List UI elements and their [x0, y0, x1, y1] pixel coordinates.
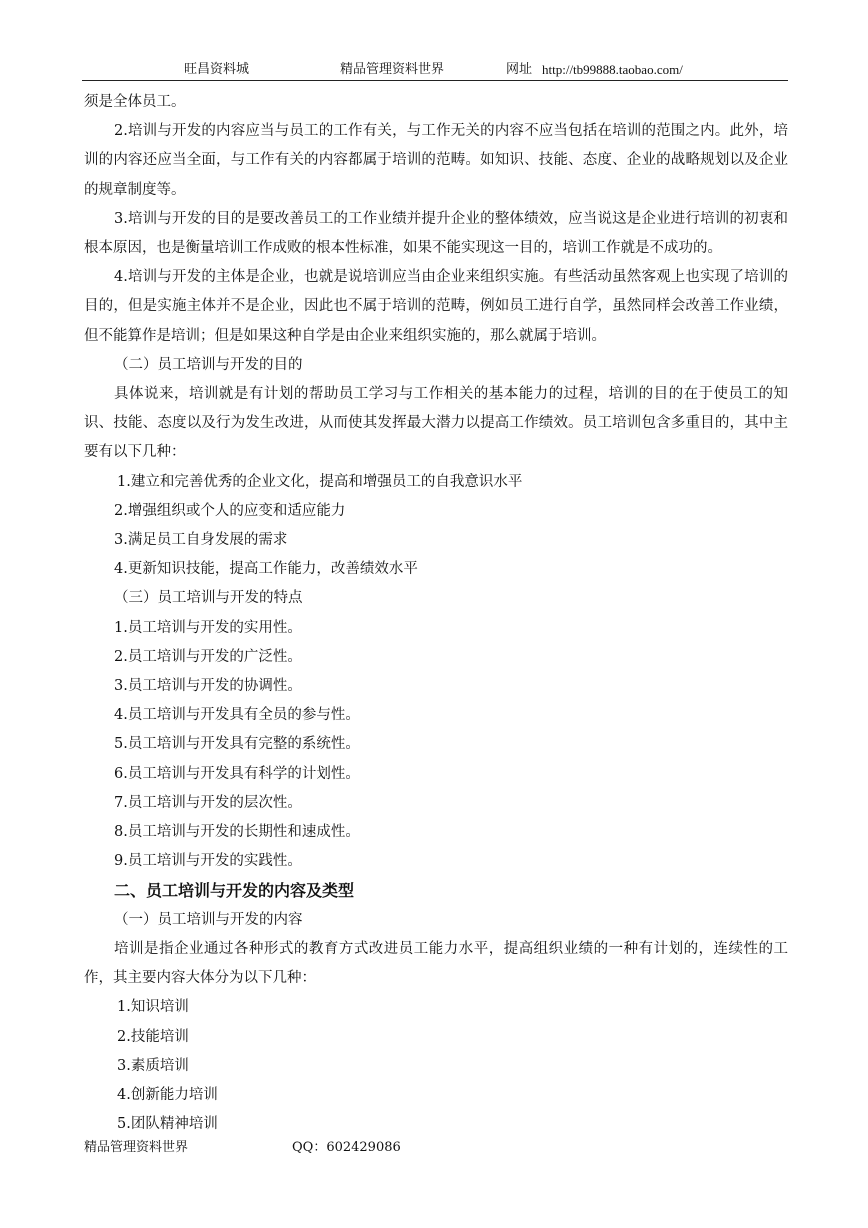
header-url-label: 网址	[506, 62, 533, 77]
list-item: 2.技能培训	[117, 1028, 189, 1045]
list-item: 6.员工培训与开发具有科学的计划性。	[114, 765, 360, 782]
list-item: 4.更新知识技能，提高工作能力，改善绩效水平	[114, 561, 418, 578]
list-item: 7.员工培训与开发的层次性。	[114, 794, 302, 811]
list-item: 3.员工培训与开发的协调性。	[114, 678, 302, 695]
section-title: （三）员工培训与开发的特点	[114, 590, 303, 607]
list-item: 3.素质培训	[117, 1057, 189, 1074]
list-item: 3.满足员工自身发展的需求	[114, 532, 288, 549]
header-shop-name: 旺昌资料城	[184, 62, 250, 77]
list-item: 2.增强组织或个人的应变和适应能力	[114, 502, 346, 519]
list-item: 5.员工培训与开发具有完整的系统性。	[114, 736, 360, 753]
paragraph: 4.培训与开发的主体是企业，也就是说培训应当由企业来组织实施。有些活动虽然客观上也实现了培训的目的，但是实施主体并不是企业，因此也不属于培训的范畴，例如员工进行自学，虽然同样会改善工作业绩，但不能算作是培训；但是如果这种自学是由企业来组织实施的，那么就属于培训。	[84, 269, 788, 344]
list-item: 2.员工培训与开发的广泛性。	[114, 648, 302, 665]
list-item: 4.员工培训与开发具有全员的参与性。	[114, 707, 360, 724]
paragraph: 须是全体员工。	[84, 94, 186, 110]
list-item: 4.创新能力培训	[117, 1086, 218, 1103]
list-item: 1.员工培训与开发的实用性。	[114, 619, 302, 636]
paragraph: 具体说来，培训就是有计划的帮助员工学习与工作相关的基本能力的过程，培训的目的在于使员工的知识、技能、态度以及行为发生改进，从而使其发挥最大潜力以提高工作绩效。员工培训包含多重目的，其中主要有以下几种：	[84, 386, 788, 461]
header-world-name: 精品管理资料世界	[340, 62, 445, 77]
paragraph: 3.培训与开发的目的是要改善员工的工作业绩并提升企业的整体绩效，应当说这是企业进行培训的初衷和根本原因，也是衡量培训工作成败的根本性标准，如果不能实现这一目的，培训工作就是不成功的。	[84, 210, 788, 257]
footer-world-name: 精品管理资料世界	[84, 1140, 189, 1155]
chapter-heading: 二、员工培训与开发的内容及类型	[114, 881, 355, 901]
paragraph: 培训是指企业通过各种形式的教育方式改进员工能力水平，提高组织业绩的一种有计划的，连续性的工作，其主要内容大体分为以下几种：	[84, 940, 788, 987]
list-item: 9.员工培训与开发的实践性。	[114, 853, 302, 870]
list-item: 5.团队精神培训	[117, 1116, 218, 1133]
list-item: 1.知识培训	[117, 999, 189, 1016]
section-title: （一）员工培训与开发的内容	[114, 911, 303, 928]
page-header	[82, 62, 788, 81]
paragraph: 2.培训与开发的内容应当与员工的工作有关，与工作无关的内容不应当包括在培训的范围之内。此外，培训的内容还应当全面，与工作有关的内容都属于培训的范畴。如知识、技能、态度、企业的战略规划以及企业的规章制度等。	[84, 123, 788, 198]
list-item: 8.员工培训与开发的长期性和速成性。	[114, 824, 360, 841]
footer-qq: QQ：602429086	[292, 1140, 401, 1155]
document-body	[84, 88, 788, 1139]
header-url[interactable]: http://tb99888.taobao.com/	[542, 62, 683, 77]
list-item: 1.建立和完善优秀的企业文化，提高和增强员工的自我意识水平	[117, 473, 523, 490]
section-title: （二）员工培训与开发的目的	[114, 356, 303, 373]
